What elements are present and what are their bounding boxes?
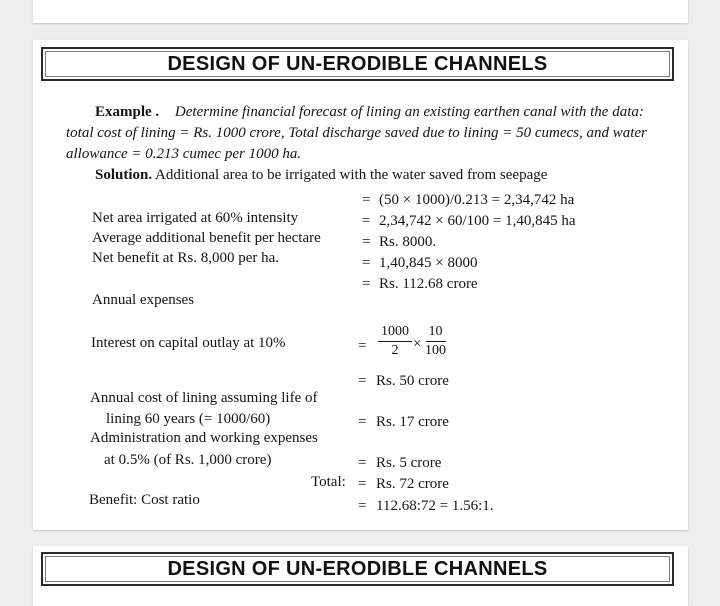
slide-title-box (41, 47, 674, 81)
times-sign: × (413, 336, 422, 352)
next-slide[interactable] (33, 546, 688, 606)
fraction-1-numerator: 1000 (378, 324, 412, 342)
row-label-1: Net area irrigated at 60% intensity (92, 210, 299, 226)
solution-text: Additional area to be irrigated with the water saved from seepage (155, 167, 548, 183)
solution-line (95, 167, 547, 184)
lining-eq: = (358, 414, 367, 430)
row-value-4: Rs. 112.68 crore (379, 276, 478, 292)
interest-eq: = (358, 338, 367, 354)
row-eq-4: = (362, 276, 371, 292)
row-value-3: 1,40,845 × 8000 (379, 255, 478, 271)
interest-result-eq: = (358, 373, 367, 389)
example-label: Example . (95, 104, 160, 120)
interest-label: Interest on capital outlay at 10% (91, 335, 286, 351)
example-text-1: Determine financial forecast of lining an existing earthen canal with the data: (174, 104, 644, 120)
example-text-3: allowance = 0.213 cumec per 1000 ha. (66, 146, 302, 162)
interest-result: Rs. 50 crore (376, 373, 449, 389)
ratio-eq: = (358, 498, 367, 514)
current-slide[interactable] (33, 40, 688, 530)
fraction-1-denominator: 2 (391, 343, 399, 358)
row-eq-1: = (362, 213, 371, 229)
row-value-0: (50 × 1000)/0.213 = 2,34,742 ha (379, 192, 575, 208)
row-eq-2: = (362, 234, 371, 250)
admin-eq: = (358, 455, 367, 471)
row-eq-0: = (362, 192, 371, 208)
solution-label: Solution. (95, 167, 153, 183)
row-label-3: Net benefit at Rs. 8,000 per ha. (92, 250, 280, 266)
total-eq: = (358, 476, 367, 492)
slide-title: DESIGN OF UN-ERODIBLE CHANNELS (167, 52, 548, 75)
row-value-2: Rs. 8000. (379, 234, 437, 250)
total-label: Total: (311, 474, 346, 490)
fraction-2-denominator: 100 (425, 343, 446, 358)
row-eq-3: = (362, 255, 371, 271)
row-value-1: 2,34,742 × 60/100 = 1,40,845 ha (379, 213, 576, 229)
total-value: Rs. 72 crore (376, 476, 449, 492)
admin-value: Rs. 5 crore (376, 455, 442, 471)
next-slide-title: DESIGN OF UN-ERODIBLE CHANNELS (167, 557, 548, 580)
lining-value: Rs. 17 crore (376, 414, 449, 430)
previous-slide[interactable] (33, 0, 688, 23)
example-line-1 (95, 104, 644, 121)
lining-label-1: Annual cost of lining assuming life of (90, 390, 318, 406)
example-text-2: total cost of lining = Rs. 1000 crore, Total discharge saved due to lining = 50 cumecs, and water (66, 125, 647, 141)
interest-fraction-1 (378, 324, 412, 359)
lining-label-2: lining 60 years (= 1000/60) (106, 411, 271, 427)
next-slide-title-box (41, 552, 674, 586)
annual-expenses-label: Annual expenses (92, 292, 195, 308)
fraction-2-numerator: 10 (426, 324, 446, 342)
ratio-label: Benefit: Cost ratio (89, 492, 200, 508)
admin-label-2: at 0.5% (of Rs. 1,000 crore) (104, 452, 272, 468)
row-label-2: Average additional benefit per hectare (92, 230, 321, 246)
admin-label-1: Administration and working expenses (90, 430, 318, 446)
interest-fraction-2 (425, 324, 446, 359)
ratio-value: 112.68:72 = 1.56:1. (376, 498, 494, 514)
